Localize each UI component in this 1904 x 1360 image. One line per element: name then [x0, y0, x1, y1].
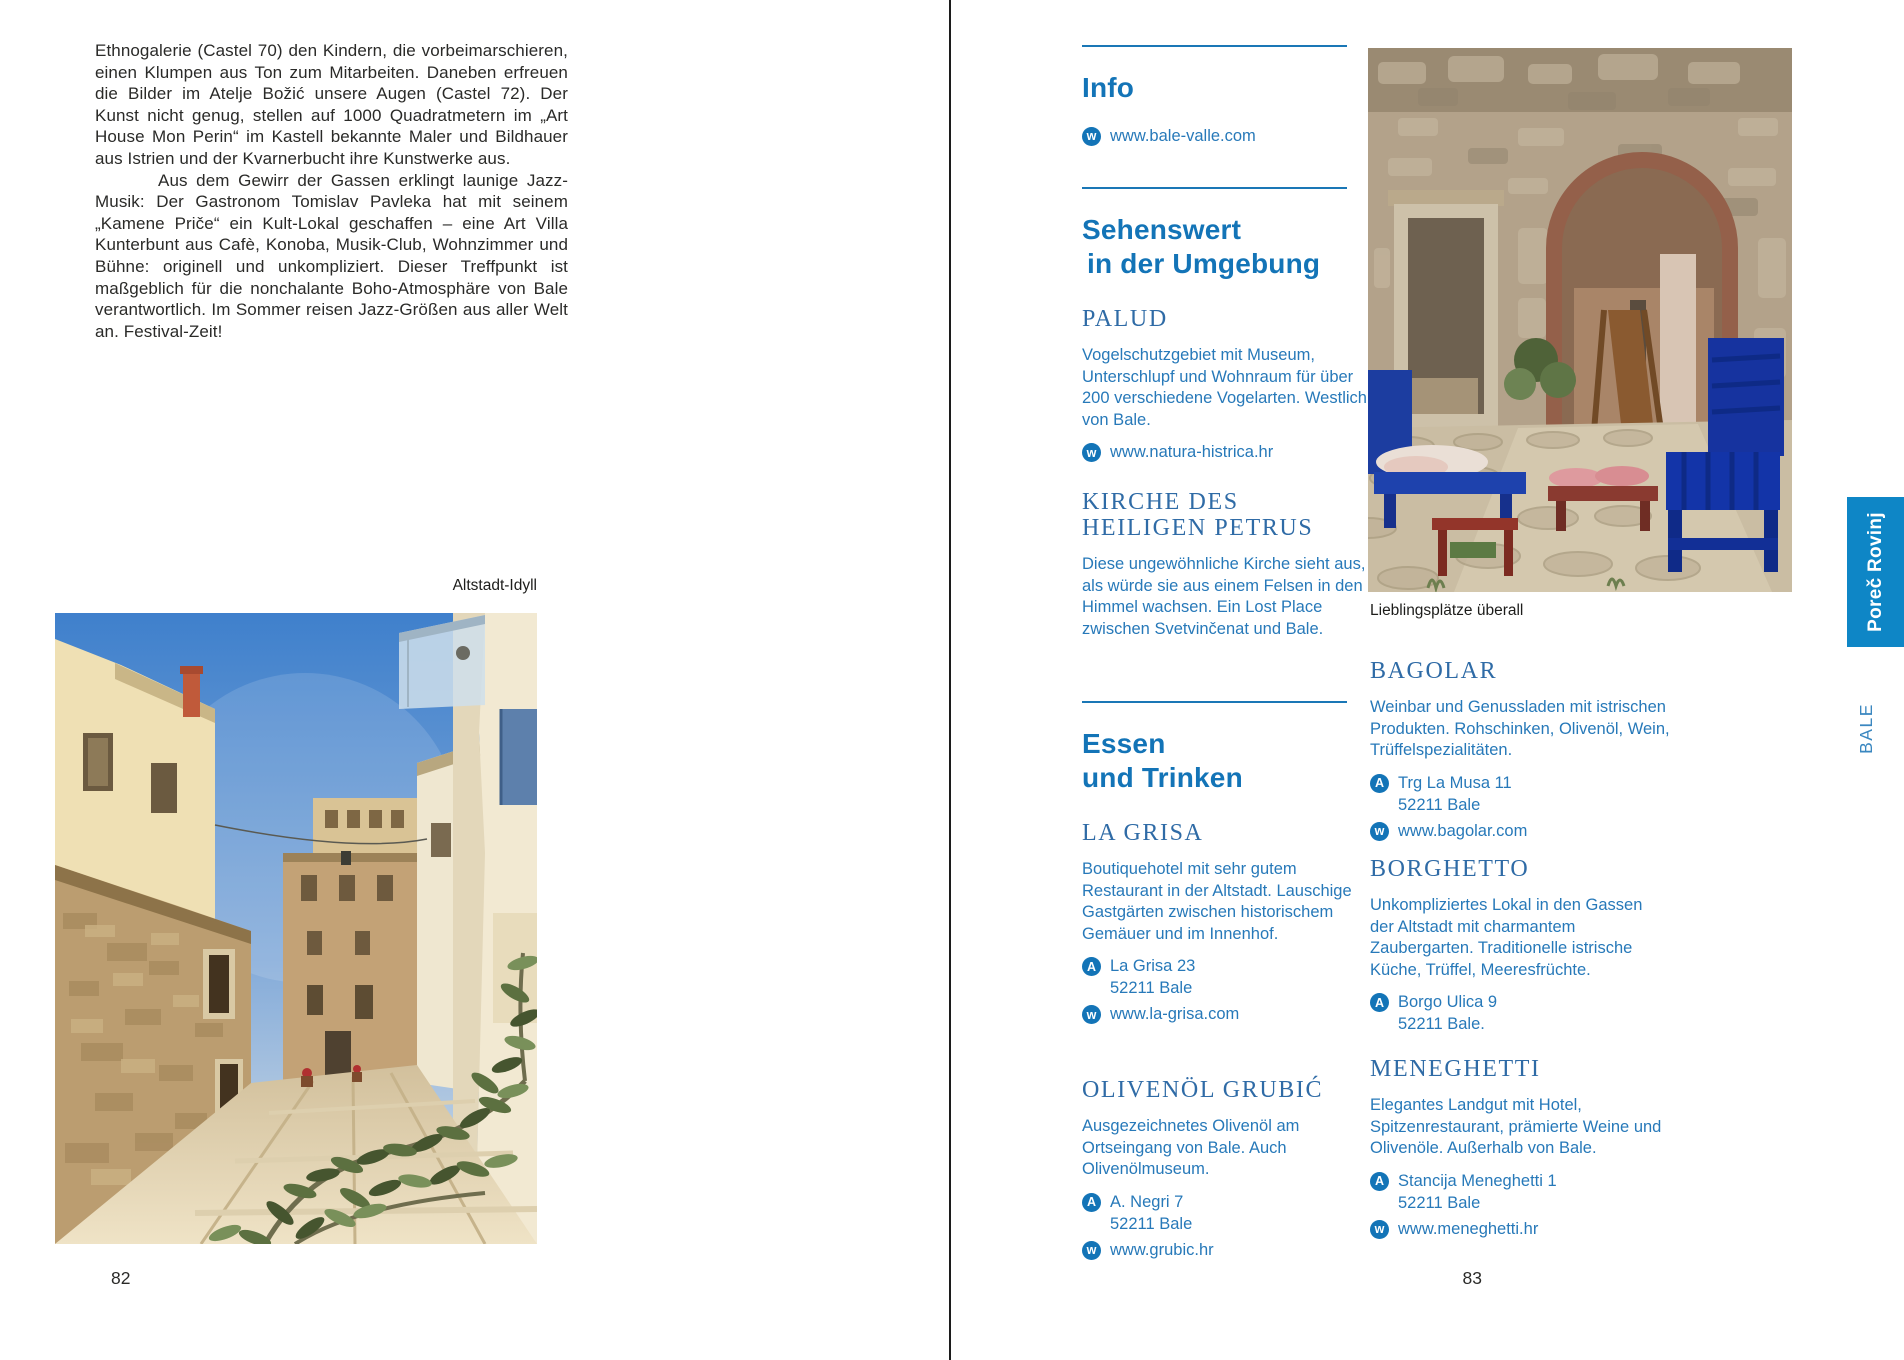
address-line: A. Negri 7	[1110, 1192, 1184, 1211]
address-line: 52211 Bale	[1110, 979, 1193, 998]
address-lines	[1398, 1170, 1557, 1214]
sehenswert-section-header	[1082, 187, 1374, 281]
address-icon: A	[1370, 993, 1389, 1012]
venue-description: Boutiquehotel mit sehr gutem Restaurant in der Altstadt. Lauschige Gastgärten zwischen historischem Gemäuer und im Innenhof.	[1082, 860, 1352, 943]
old-town-alley-photo	[55, 613, 537, 1244]
address-icon: A	[1082, 957, 1101, 976]
venue-grubic	[1082, 1077, 1374, 1261]
website-url: www.bale-valle.com	[1110, 127, 1256, 145]
website-icon: w	[1082, 443, 1101, 462]
website-row	[1370, 1218, 1670, 1240]
website-url: www.la-grisa.com	[1110, 1005, 1240, 1024]
chapter-label-text: BALE	[1855, 702, 1876, 754]
address-line: Trg La Musa 11	[1398, 773, 1512, 792]
address-line: 52211 Bale	[1110, 1214, 1193, 1233]
venue-meneghetti	[1370, 1056, 1670, 1240]
address-line: La Grisa 23	[1110, 957, 1196, 976]
venue-palud	[1082, 306, 1374, 463]
venue-description: Diese ungewöhnliche Kirche sieht aus, als würde sie aus einem Felsen in den Himmel wachsen. Ein Lost Place zwischen Svetvinčenat und Bale.	[1082, 555, 1366, 638]
address-lines	[1398, 772, 1512, 816]
chapter-label	[1834, 692, 1898, 764]
website-url: www.grubic.hr	[1110, 1240, 1214, 1259]
section-rule	[1082, 45, 1347, 47]
website-icon: w	[1082, 127, 1101, 146]
address-lines	[1110, 1191, 1192, 1235]
venue-name: KIRCHE DES HEILIGEN PETRUS	[1082, 489, 1314, 541]
sehenswert-title	[1082, 213, 1374, 281]
page-number-right: 83	[1462, 1268, 1482, 1288]
address-row	[1370, 991, 1670, 1035]
edge-tab-label: Poreč Rovinj	[1864, 512, 1886, 632]
website-url: www.bagolar.com	[1398, 821, 1528, 840]
essen-title	[1082, 727, 1374, 795]
address-row	[1370, 772, 1670, 816]
website-icon: w	[1082, 1241, 1101, 1260]
website-icon: w	[1370, 1220, 1389, 1239]
venue-kirche	[1082, 489, 1366, 640]
address-line: 52211 Bale.	[1398, 1015, 1485, 1034]
address-line: 52211 Bale	[1398, 795, 1481, 814]
venue-description: Vogelschutzgebiet mit Museum, Unterschlupf und Wohnraum für über 200 verschiedene Vogelarten. Westlich von Bale.	[1082, 346, 1367, 429]
website-url: www.natura-histrica.hr	[1110, 443, 1274, 462]
address-line: 52211 Bale	[1398, 1193, 1481, 1212]
address-icon: A	[1082, 1193, 1101, 1212]
address-row	[1370, 1170, 1670, 1214]
address-icon: A	[1370, 1172, 1389, 1191]
venue-name: OLIVENÖL GRUBIĆ	[1082, 1077, 1324, 1103]
left-photo-caption: Altstadt-Idyll	[452, 577, 537, 594]
venue-description: Unkompliziertes Lokal in den Gassen der Altstadt mit charmantem Zaubergarten. Traditionelle istrische Küche, Trüffel, Meeresfrüchte.	[1370, 896, 1643, 979]
chapter-edge-tab	[1847, 497, 1904, 647]
venue-name: BAGOLAR	[1370, 658, 1498, 684]
section-rule	[1082, 701, 1347, 703]
page-number-left: 82	[111, 1268, 131, 1288]
address-row	[1082, 1191, 1374, 1235]
body-paragraph: Aus dem Gewirr der Gassen erklingt launige Jazz-Musik: Der Gastronom Tomislav Pavleka hat mit seinem „Kamene Priče“ ein Kult-Lokal geschaffen – eine Art Villa Kunterbunt aus Cafè, Konoba, Musik-Club, Wohnzimmer und Bühne: originell und unkompliziert. Dieser Treffpunkt ist maßgeblich für die nonchalante Boho-Atmosphäre von Bale verantwortlich. Im Sommer reisen Jazz-Größen aus aller Welt an. Festival-Zeit!	[95, 170, 568, 341]
sehenswert-title-line2: in der Umgebung	[1087, 248, 1321, 279]
venue-borghetto	[1370, 856, 1670, 1035]
address-row	[1082, 955, 1374, 999]
courtyard-arch-photo	[1368, 48, 1792, 592]
venue-description: Ausgezeichnetes Olivenöl am Ortseingang von Bale. Auch Olivenölmuseum.	[1082, 1117, 1300, 1179]
venue-bagolar	[1370, 658, 1670, 842]
website-icon: w	[1082, 1005, 1101, 1024]
website-row	[1082, 441, 1374, 463]
body-paragraph: Ethnogalerie (Castel 70) den Kindern, die vorbeimarschieren, einen Klumpen aus Ton zum Mitarbeiten. Daneben erfreuen die Bilder im Atelje Božić unsere Augen (Castel 72). Der Kunst nicht genug, stellen auf 1000 Quadratmetern im „Art House Mon Perin“ im Kastell bekannte Maler und Bildhauer aus Istrien und der Kvarnerbucht ihre Kunstwerke aus.	[95, 41, 568, 168]
website-icon: w	[1370, 822, 1389, 841]
sehenswert-title-line1: Sehenswert	[1082, 214, 1242, 245]
website-row	[1370, 820, 1670, 842]
address-line: Borgo Ulica 9	[1398, 993, 1498, 1012]
website-url: www.meneghetti.hr	[1398, 1219, 1539, 1238]
essen-section-header	[1082, 701, 1374, 795]
section-rule	[1082, 187, 1347, 189]
venue-name: BORGHETTO	[1370, 856, 1530, 882]
page-gutter-divider	[949, 0, 951, 1360]
right-photo-caption: Lieblingsplätze überall	[1370, 602, 1524, 619]
venue-name: LA GRISA	[1082, 820, 1204, 846]
info-title: Info	[1082, 72, 1135, 103]
address-line: Stancija Meneghetti 1	[1398, 1171, 1557, 1190]
venue-description: Weinbar und Genussladen mit istrischen Produkten. Rohschinken, Olivenöl, Wein, Trüffelspezialitäten.	[1370, 698, 1670, 760]
venue-description: Elegantes Landgut mit Hotel, Spitzenrestaurant, prämierte Weine und Olivenöle. Außerhalb von Bale.	[1370, 1096, 1662, 1158]
venue-la-grisa	[1082, 820, 1374, 1025]
address-icon: A	[1370, 774, 1389, 793]
essen-title-line2: und Trinken	[1082, 762, 1243, 793]
website-row	[1082, 1003, 1374, 1025]
address-lines	[1398, 991, 1497, 1035]
left-page-body-text	[95, 40, 568, 342]
website-row	[1082, 1239, 1374, 1261]
address-lines	[1110, 955, 1195, 999]
venue-name: PALUD	[1082, 306, 1168, 332]
venue-name: MENEGHETTI	[1370, 1056, 1541, 1082]
info-section	[1082, 45, 1374, 147]
website-row	[1082, 125, 1374, 147]
essen-title-line1: Essen	[1082, 728, 1166, 759]
